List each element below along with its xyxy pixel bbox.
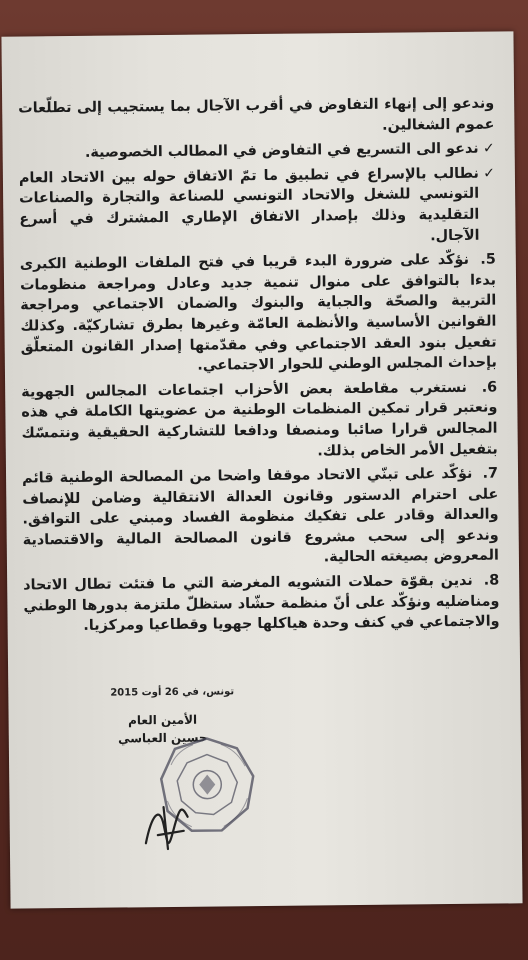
date-line: تونس، في 26 أوت 2015 [110, 686, 235, 699]
intro-text: وندعو إلى إنهاء التفاوض في أقرب الآجال بما يستجيب إلى تطلّعات عموم الشغالين. [18, 95, 495, 134]
paragraph-number: 8. [483, 572, 500, 589]
bullet-text-1: ندعو الى التسريع في التفاوض في المطالب الخصوصية. [84, 140, 479, 162]
handwritten-signature-icon [137, 795, 198, 856]
signatory-title: الأمين العام [128, 712, 198, 728]
bullet-item-1 [19, 139, 495, 165]
paragraph-number: 5. [480, 251, 496, 268]
bullet-text-2: نطالب بالإسراع في تطبيق ما تمّ الاتفاق حوله بين الاتحاد العام التونسي للشغل والاتحاد التونسي للصناعة والتجارة والصناعات التقليدية وذلك بإصدار الاتفاق الإطاري المشترك في أسرع الآجال. [18, 165, 480, 244]
checkmark-icon: ✓ [482, 140, 495, 157]
checkmark-icon: ✓ [483, 165, 495, 182]
paragraph-5 [20, 250, 497, 379]
paragraph-6 [21, 377, 498, 464]
paragraph-7 [22, 464, 499, 572]
intro-paragraph [18, 94, 494, 140]
paragraph-text: نستغرب مقاطعة بعض الأحزاب اجتماعات المجالس الجهوية ونعتبر قرار تمكين المنظمات الوطنية من عضويتها الكاملة في هذه المجالس قرارا صائبا ومنصفا ودافعا للتشاركية الحقيقية ونتمسّك بتفعيل الأمر الخاص بذلك. [21, 379, 498, 459]
paragraph-text: ندين بقوّة حملات التشويه المغرضة التي ما فتئت تطال الاتحاد ومناضليه ونؤكّد على أنّ منظمة حشّاد ستظلّ ملتزمة بدورها الوطني والاجتماعي في كنف وحدة هياكلها جهويا وقطاعيا ومركزيا. [23, 572, 500, 635]
paragraph-text: نؤكّد على تبنّي الاتحاد موقفا واضحا من المصالحة الوطنية قائم على احترام الدستور وقانون العدالة الانتقالية وضامن للإنصاف والعدالة وقادر على تفكيك منظومة الفساد ومبني على التوافق. وندعو إلى سحب مشروع قانون المصالحة المالية والاقتصادية المعروض بصيغته الحالية. [21, 465, 499, 566]
paragraph-number: 6. [481, 379, 498, 396]
signatory-name: حسين العباسي [117, 730, 208, 746]
document-body [18, 94, 500, 642]
paragraph-number: 7. [482, 465, 499, 482]
paragraph-text: نؤكّد على ضرورة البدء قريبا في فتح الملفات الوطنية الكبرى بدءا بالتوافق على منوال تنمية جديد وعادل ومراجعة منظومات التربية والصحّة والجباية والبنوك والضمان الاجتماعي ومراجعة القوانين الأساسية والأنظمة العامّة وغيرها بطرق تشاركيّة. وكذلك تفعيل بنود العقد الاجتماعي وفي مقدّمتها إصدار القانون المتعلّق بإحداث المجلس الوطني للحوار الاجتماعي. [19, 251, 497, 374]
bullet-item-2 [19, 163, 496, 250]
paragraph-8 [23, 571, 500, 638]
document-page [1, 31, 522, 908]
